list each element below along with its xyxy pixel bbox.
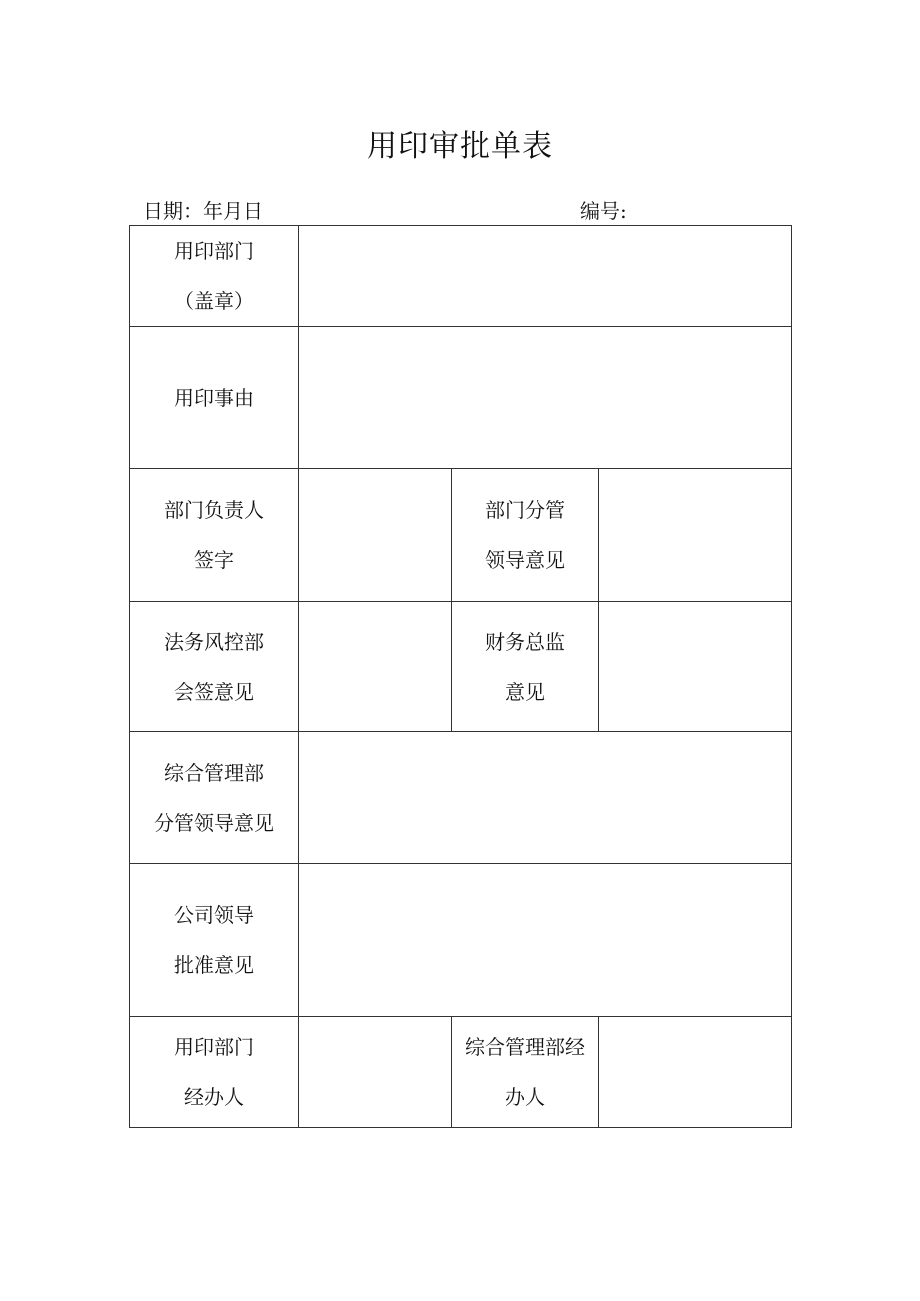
- row-department-approval: [130, 469, 792, 602]
- row-handlers: [130, 1017, 792, 1128]
- finance-label-cell: [452, 602, 599, 732]
- dept-handler-label: 用印部门 经办人: [174, 1035, 254, 1109]
- finance-director-opinion-field[interactable]: [599, 602, 792, 732]
- finance-director-opinion-label: 财务总监 意见: [485, 629, 565, 704]
- row-seal-reason: [130, 327, 792, 469]
- date-label: 日期：年月日: [143, 199, 263, 223]
- dept-head-label-cell: [130, 469, 299, 602]
- company-leader-approval-field[interactable]: [299, 864, 792, 1017]
- dept-handler-label-cell: [130, 1017, 299, 1128]
- seal-department-label-cell: [130, 226, 299, 327]
- serial-number-label: 编号:: [580, 199, 627, 223]
- seal-department-field[interactable]: [299, 226, 792, 327]
- row-seal-department: [130, 226, 792, 327]
- seal-reason-label: 用印事由: [174, 385, 254, 410]
- dept-leader-opinion-field[interactable]: [599, 469, 792, 602]
- dept-leader-label-cell: [452, 469, 599, 602]
- admin-leader-label-cell: [130, 732, 299, 864]
- admin-leader-opinion-label: 综合管理部 分管领导意见: [154, 760, 274, 835]
- admin-leader-opinion-field[interactable]: [299, 732, 792, 864]
- admin-handler-field[interactable]: [599, 1017, 792, 1128]
- company-leader-label-cell: [130, 864, 299, 1017]
- admin-handler-label-cell: [452, 1017, 599, 1128]
- seal-reason-label-cell: [130, 327, 299, 469]
- page-title: 用印审批单表: [367, 129, 553, 164]
- legal-label-cell: [130, 602, 299, 732]
- dept-leader-opinion-label: 部门分管 领导意见: [485, 498, 565, 572]
- row-company-leader: [130, 864, 792, 1017]
- legal-risk-opinion-label: 法务风控部 会签意见: [164, 629, 264, 704]
- seal-reason-field[interactable]: [299, 327, 792, 469]
- seal-department-label: 用印部门 （盖章）: [174, 239, 254, 313]
- approval-form-table: [129, 225, 792, 1128]
- legal-risk-opinion-field[interactable]: [299, 602, 452, 732]
- admin-handler-label: 综合管理部经 办人: [465, 1035, 585, 1109]
- row-legal-finance: [130, 602, 792, 732]
- dept-head-signature-field[interactable]: [299, 469, 452, 602]
- dept-handler-field[interactable]: [299, 1017, 452, 1128]
- company-leader-approval-label: 公司领导 批准意见: [174, 903, 254, 977]
- dept-head-signature-label: 部门负责人 签字: [164, 498, 264, 572]
- row-admin-leader: [130, 732, 792, 864]
